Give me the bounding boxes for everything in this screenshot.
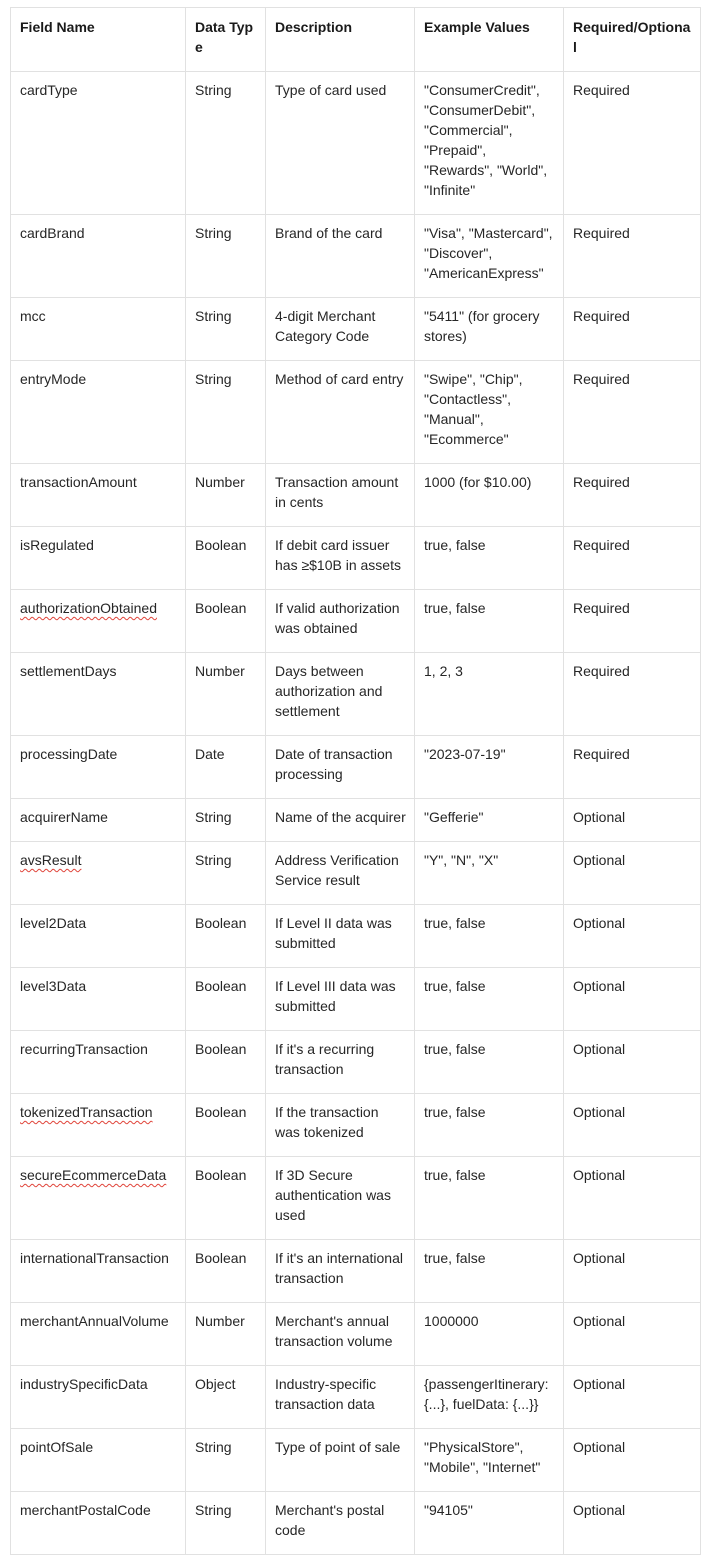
cell-required: Optional — [564, 1094, 701, 1157]
cell-description: Industry-specific transaction data — [266, 1366, 415, 1429]
table-row — [11, 1157, 701, 1240]
cell-example-values: "ConsumerCredit", "ConsumerDebit", "Commercial", "Prepaid", "Rewards", "World", "Infinite" — [415, 72, 564, 215]
table-body — [11, 72, 701, 1555]
cell-field-name: level2Data — [11, 905, 186, 968]
cell-required: Required — [564, 298, 701, 361]
cell-required: Optional — [564, 799, 701, 842]
cell-example-values: true, false — [415, 1157, 564, 1240]
table-row — [11, 298, 701, 361]
cell-example-values: 1, 2, 3 — [415, 653, 564, 736]
table-row — [11, 736, 701, 799]
cell-example-values: true, false — [415, 905, 564, 968]
cell-description: Merchant's postal code — [266, 1492, 415, 1555]
field-name-text: secureEcommerceData — [20, 1167, 167, 1183]
cell-description: Date of transaction processing — [266, 736, 415, 799]
table-row — [11, 1492, 701, 1555]
cell-field-name: processingDate — [11, 736, 186, 799]
cell-description: If debit card issuer has ≥$10B in assets — [266, 527, 415, 590]
cell-field-name: merchantAnnualVolume — [11, 1303, 186, 1366]
cell-data-type: Boolean — [186, 968, 266, 1031]
cell-example-values: "Visa", "Mastercard", "Discover", "AmericanExpress" — [415, 215, 564, 298]
cell-required: Required — [564, 653, 701, 736]
header-example-values: Example Values — [415, 8, 564, 72]
field-name-text: avsResult — [20, 852, 82, 868]
cell-data-type: Boolean — [186, 527, 266, 590]
table-row — [11, 842, 701, 905]
cell-required: Required — [564, 72, 701, 215]
cell-required: Optional — [564, 968, 701, 1031]
cell-data-type: String — [186, 298, 266, 361]
cell-data-type: String — [186, 842, 266, 905]
cell-field-name: mcc — [11, 298, 186, 361]
header-data-type: Data Type — [186, 8, 266, 72]
field-name-text: authorizationObtained — [20, 600, 157, 616]
table-row — [11, 1031, 701, 1094]
cell-data-type: String — [186, 1429, 266, 1492]
table-row — [11, 905, 701, 968]
cell-example-values: true, false — [415, 968, 564, 1031]
table-row — [11, 527, 701, 590]
cell-field-name: acquirerName — [11, 799, 186, 842]
cell-data-type: Boolean — [186, 1157, 266, 1240]
cell-example-values: true, false — [415, 1031, 564, 1094]
cell-example-values: true, false — [415, 527, 564, 590]
cell-required: Optional — [564, 905, 701, 968]
cell-field-name — [11, 1094, 186, 1157]
cell-description: If Level II data was submitted — [266, 905, 415, 968]
cell-required: Optional — [564, 1429, 701, 1492]
cell-data-type: String — [186, 799, 266, 842]
table-row — [11, 1429, 701, 1492]
cell-example-values: 1000000 — [415, 1303, 564, 1366]
table-row — [11, 1366, 701, 1429]
cell-description: Address Verification Service result — [266, 842, 415, 905]
cell-field-name: industrySpecificData — [11, 1366, 186, 1429]
cell-required: Required — [564, 527, 701, 590]
cell-description: Type of card used — [266, 72, 415, 215]
cell-field-name: transactionAmount — [11, 464, 186, 527]
table-row — [11, 361, 701, 464]
table-row — [11, 1094, 701, 1157]
field-name-text: tokenizedTransaction — [20, 1104, 153, 1120]
cell-data-type: Boolean — [186, 1094, 266, 1157]
header-field-name: Field Name — [11, 8, 186, 72]
table-row — [11, 590, 701, 653]
table-row — [11, 653, 701, 736]
cell-field-name: level3Data — [11, 968, 186, 1031]
cell-field-name — [11, 842, 186, 905]
table-row — [11, 215, 701, 298]
cell-description: Method of card entry — [266, 361, 415, 464]
cell-data-type: Number — [186, 464, 266, 527]
cell-required: Required — [564, 464, 701, 527]
cell-field-name: settlementDays — [11, 653, 186, 736]
table-row — [11, 968, 701, 1031]
cell-required: Required — [564, 736, 701, 799]
cell-field-name: cardType — [11, 72, 186, 215]
cell-field-name: recurringTransaction — [11, 1031, 186, 1094]
cell-example-values: "PhysicalStore", "Mobile", "Internet" — [415, 1429, 564, 1492]
cell-field-name — [11, 590, 186, 653]
document-area — [10, 7, 700, 1555]
cell-required: Required — [564, 215, 701, 298]
cell-description: Merchant's annual transaction volume — [266, 1303, 415, 1366]
table-row — [11, 72, 701, 215]
cell-description: If it's an international transaction — [266, 1240, 415, 1303]
cell-data-type: String — [186, 72, 266, 215]
cell-required: Optional — [564, 842, 701, 905]
cell-description: Brand of the card — [266, 215, 415, 298]
cell-required: Optional — [564, 1303, 701, 1366]
table-row — [11, 1240, 701, 1303]
cell-description: Transaction amount in cents — [266, 464, 415, 527]
cell-example-values: 1000 (for $10.00) — [415, 464, 564, 527]
cell-example-values: true, false — [415, 1094, 564, 1157]
table-row — [11, 799, 701, 842]
cell-data-type: Boolean — [186, 590, 266, 653]
cell-data-type: Object — [186, 1366, 266, 1429]
cell-example-values: true, false — [415, 590, 564, 653]
table-row — [11, 1303, 701, 1366]
cell-field-name: pointOfSale — [11, 1429, 186, 1492]
table-row — [11, 464, 701, 527]
cell-example-values: "2023-07-19" — [415, 736, 564, 799]
cell-description: If 3D Secure authentication was used — [266, 1157, 415, 1240]
cell-description: If valid authorization was obtained — [266, 590, 415, 653]
cell-field-name: entryMode — [11, 361, 186, 464]
cell-field-name: isRegulated — [11, 527, 186, 590]
cell-field-name: internationalTransaction — [11, 1240, 186, 1303]
cell-description: If Level III data was submitted — [266, 968, 415, 1031]
cell-required: Required — [564, 590, 701, 653]
cell-description: Type of point of sale — [266, 1429, 415, 1492]
cell-required: Optional — [564, 1157, 701, 1240]
cell-field-name: merchantPostalCode — [11, 1492, 186, 1555]
cell-data-type: Number — [186, 653, 266, 736]
cell-data-type: Boolean — [186, 1031, 266, 1094]
cell-required: Optional — [564, 1240, 701, 1303]
cell-example-values: true, false — [415, 1240, 564, 1303]
cell-description: 4-digit Merchant Category Code — [266, 298, 415, 361]
cell-description: If the transaction was tokenized — [266, 1094, 415, 1157]
cell-example-values: "Y", "N", "X" — [415, 842, 564, 905]
cell-example-values: "94105" — [415, 1492, 564, 1555]
cell-description: Days between authorization and settlement — [266, 653, 415, 736]
cell-data-type: Date — [186, 736, 266, 799]
header-description: Description — [266, 8, 415, 72]
cell-data-type: String — [186, 361, 266, 464]
cell-data-type: String — [186, 1492, 266, 1555]
cell-description: If it's a recurring transaction — [266, 1031, 415, 1094]
cell-example-values: "5411" (for grocery stores) — [415, 298, 564, 361]
cell-description: Name of the acquirer — [266, 799, 415, 842]
cell-required: Optional — [564, 1492, 701, 1555]
cell-required: Required — [564, 361, 701, 464]
header-required-optional: Required/Optional — [564, 8, 701, 72]
cell-example-values: "Swipe", "Chip", "Contactless", "Manual", "Ecommerce" — [415, 361, 564, 464]
cell-data-type: Number — [186, 1303, 266, 1366]
cell-required: Optional — [564, 1366, 701, 1429]
cell-field-name — [11, 1157, 186, 1240]
cell-data-type: Boolean — [186, 905, 266, 968]
cell-data-type: Boolean — [186, 1240, 266, 1303]
cell-example-values: {passengerItinerary: {...}, fuelData: {...}} — [415, 1366, 564, 1429]
field-spec-table — [10, 7, 701, 1555]
table-header — [11, 8, 701, 72]
cell-field-name: cardBrand — [11, 215, 186, 298]
header-row — [11, 8, 701, 72]
cell-required: Optional — [564, 1031, 701, 1094]
cell-example-values: "Gefferie" — [415, 799, 564, 842]
cell-data-type: String — [186, 215, 266, 298]
